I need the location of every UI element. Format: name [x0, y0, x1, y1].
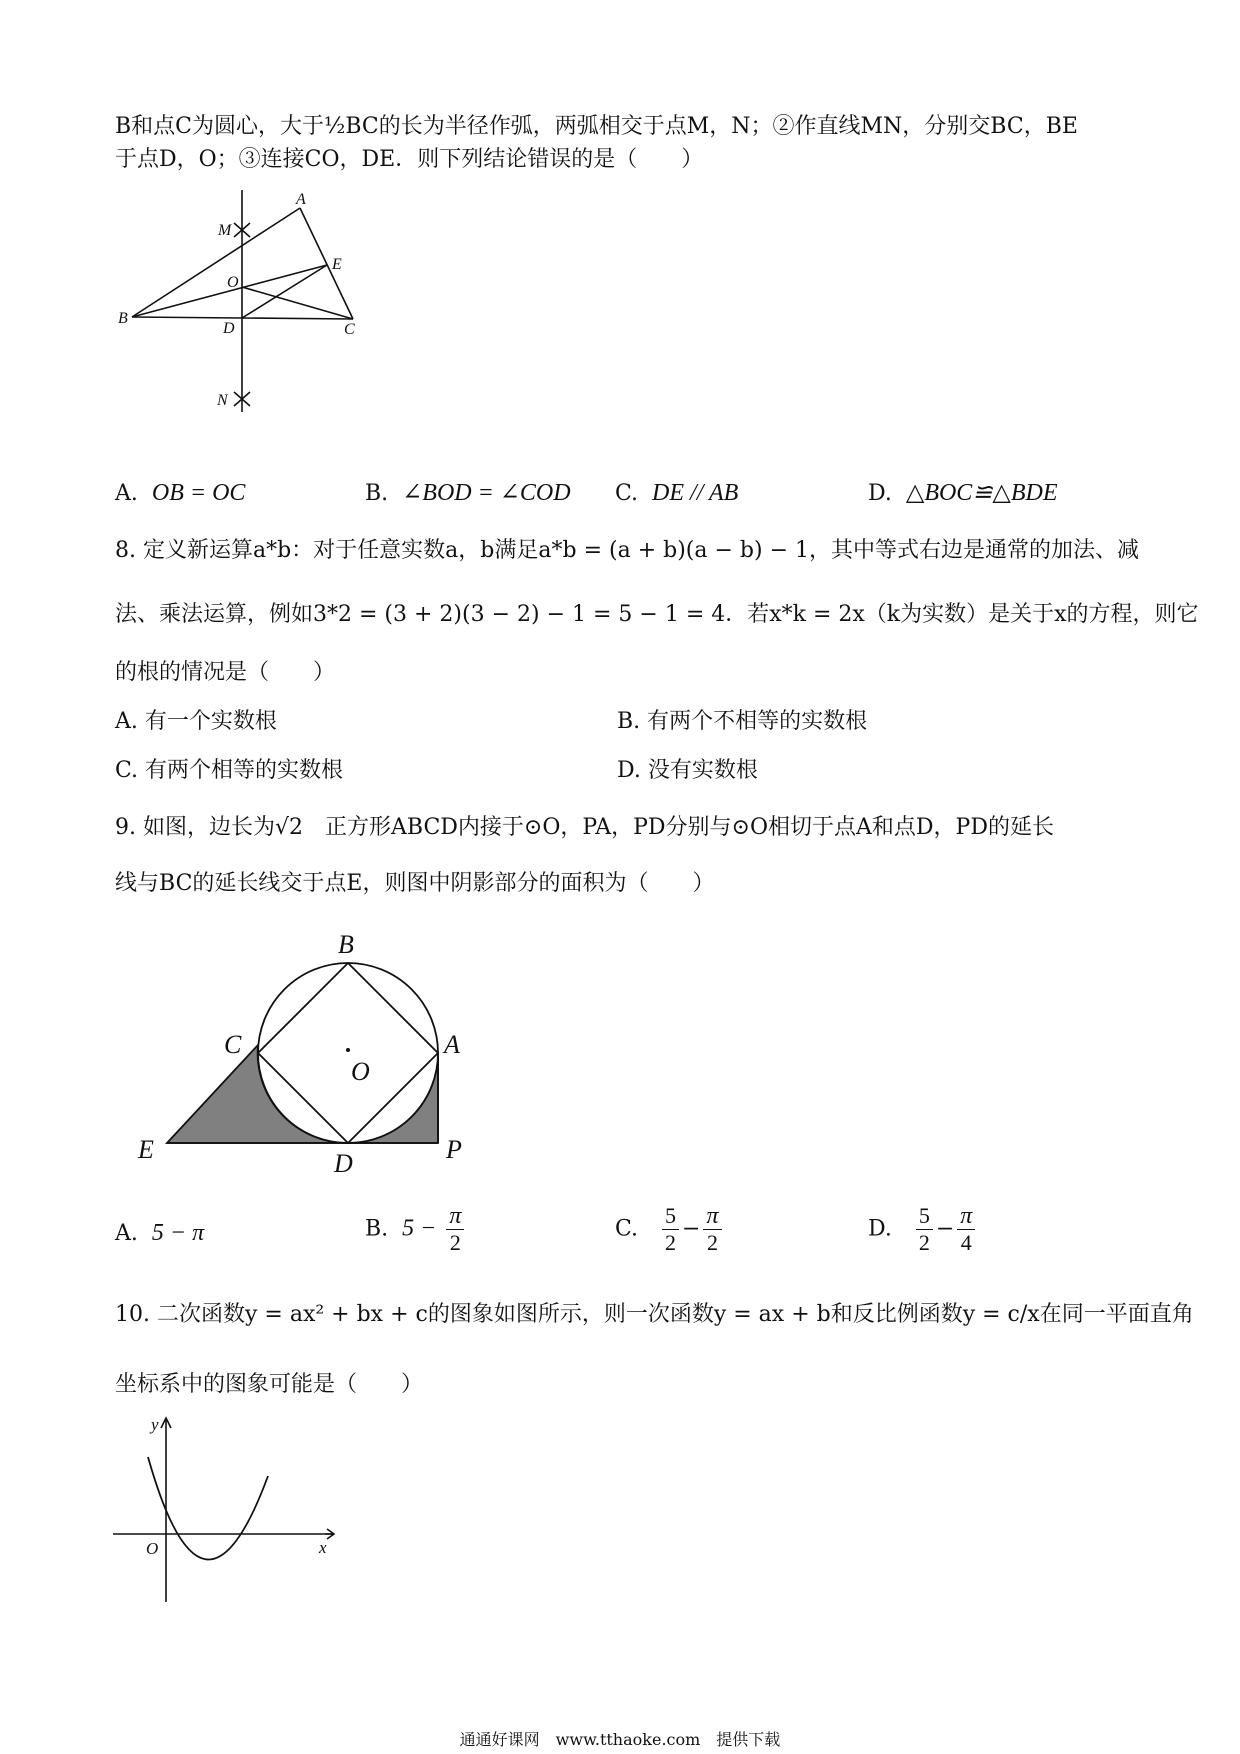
q9-line-2: 线与BC的延长线交于点E，则图中阴影部分的面积为（ ） — [115, 871, 715, 896]
q9-label-C: C — [224, 1030, 242, 1059]
q7-option-d: D. △BOC≌△BDE — [868, 480, 1058, 506]
q7-line-1: B和点C为圆心，大于½BC的长为半径作弧，两弧相交于点M，N；②作直线MN，分别交BC，BE — [115, 114, 1078, 139]
q7-label-N: N — [217, 392, 228, 409]
q7-label-C: C — [344, 321, 355, 338]
q9-option-d: D. $\frac{5}{2}$ − $\frac{\pi}{4}$ — [868, 1203, 978, 1256]
q9-option-a: A. 5 − π — [115, 1220, 205, 1246]
q9-label-B: B — [338, 930, 354, 959]
q7-label-A: A — [296, 191, 306, 208]
q10-figure — [108, 1412, 338, 1607]
q7-figure — [115, 190, 395, 420]
q9-label-E: E — [138, 1135, 154, 1164]
q8-option-b: B. 有两个不相等的实数根 — [617, 709, 868, 734]
q8-line-1: 8. 定义新运算a*b：对于任意实数a，b满足a*b = (a + b)(a − b) − 1，其中等式右边是通常的加法、减 — [115, 538, 1139, 563]
q7-option-c: C. DE // AB — [615, 480, 739, 506]
q7-label-M: M — [218, 222, 232, 239]
q9-label-A: A — [444, 1030, 460, 1059]
q10-label-O: O — [146, 1539, 159, 1558]
q8-line-3: 的根的情况是（ ） — [115, 660, 336, 685]
q7-line-2: 于点D，O；③连接CO，DE．则下列结论错误的是（ ） — [115, 147, 704, 172]
q9-option-b: B. 5 − $\frac{\pi}{2}$ — [365, 1203, 467, 1256]
q7-label-E: E — [332, 256, 342, 273]
q8-option-d: D. 没有实数根 — [617, 758, 758, 783]
page-footer: 通通好课网 www.tthaoke.com 提供下载 — [459, 1730, 781, 1749]
q10-label-y: y — [151, 1415, 159, 1434]
q10-label-x: x — [319, 1538, 327, 1557]
q9-label-D: D — [334, 1149, 353, 1178]
q10-line-1: 10. 二次函数y = ax² + bx + c的图象如图所示，则一次函数y = ax + b和反比例函数y = c/x在同一平面直角 — [115, 1302, 1194, 1327]
q10-line-2: 坐标系中的图象可能是（ ） — [115, 1372, 424, 1397]
q9-option-c: C. $\frac{5}{2}$ − $\frac{\pi}{2}$ — [615, 1203, 725, 1256]
q8-option-c: C. 有两个相等的实数根 — [115, 758, 344, 783]
q7-label-O: O — [227, 274, 239, 291]
q8-line-2: 法、乘法运算，例如3*2 = (3 + 2)(3 − 2) − 1 = 5 − 1 = 4．若x*k = 2x（k为实数）是关于x的方程，则它 — [115, 602, 1199, 627]
q8-option-a: A. 有一个实数根 — [115, 709, 277, 734]
q7-label-D: D — [223, 320, 235, 337]
q7-label-B: B — [118, 310, 128, 327]
q9-figure — [120, 920, 490, 1190]
q7-option-a: A. OB = OC — [115, 480, 246, 506]
q9-line-1: 9. 如图，边长为√2 正方形ABCD内接于⊙O，PA，PD分别与⊙O相切于点A和点D，PD的延长 — [115, 815, 1054, 840]
q9-label-P: P — [446, 1135, 462, 1164]
q9-label-O: O — [351, 1057, 370, 1086]
q7-option-b: B. ∠BOD = ∠COD — [365, 480, 571, 506]
